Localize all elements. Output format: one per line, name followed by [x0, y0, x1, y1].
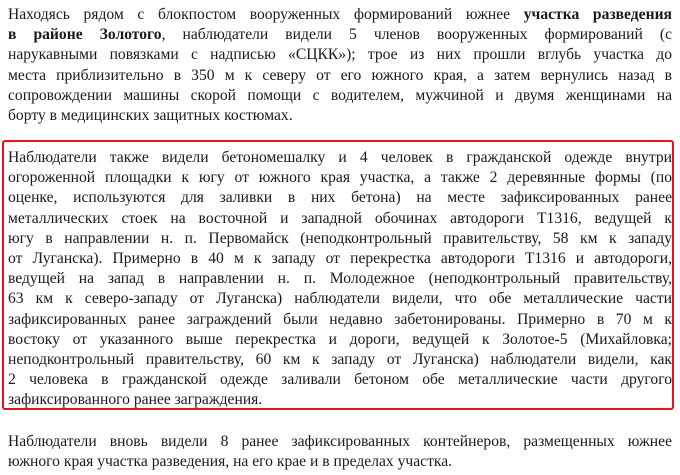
paragraph-1 [8, 5, 672, 126]
paragraph-2-highlighted [8, 148, 672, 411]
paragraph-2-line: востоку от указанного выше перекрестка и дороги, ведущей к Золотое-5 (Михайловка; [8, 330, 672, 348]
paragraph-3-line: южного края участка разведения, на его крае и в пределах участка. [8, 453, 453, 471]
paragraph-2-line: зафиксированных ранее заграждений были недавно забетонированы. Примерно в 70 м к [8, 310, 672, 328]
paragraph-1-line: места приблизительно в 350 м к северу от его южного края, а затем вернулись назад в [8, 66, 672, 84]
text-run: , наблюдатели видели 5 членов вооруженных формирований (с [161, 26, 672, 44]
paragraph-3 [8, 432, 672, 472]
paragraph-1-line: борту в медицинских защитных костюмах. [8, 107, 293, 125]
paragraph-2-line: 63 км к северо-западу от Луганска) наблюдатели видели, что обе металлические части [8, 290, 672, 308]
paragraph-3-line: Наблюдатели вновь видели 8 ранее зафиксированных контейнеров, размещенных южнее [8, 433, 672, 450]
paragraph-2-line: зафиксированного ранее заграждения. [8, 391, 263, 409]
paragraph-1-line [8, 25, 672, 45]
bold-text-run: участка разведения [523, 6, 672, 23]
paragraph-2-line: Наблюдатели также видели бетономешалку и 4 человек в гражданской одежде внутри [8, 149, 672, 166]
paragraph-2-line: югу в направлении н. п. Первомайск (неподконтрольный правительству, 58 км к западу [8, 229, 672, 247]
paragraph-2-line: неподконтрольный правительству, 60 км к западу от Луганска) наблюдатели видели, как [8, 351, 672, 369]
paragraph-2-line: металлических стоек на восточной и западной обочинах автодороги Т1316, ведущей к [8, 209, 672, 227]
paragraph-1-line [8, 5, 672, 25]
paragraph-2-line: оценке, используются для заливки в них бетона) на месте зафиксированных ранее [8, 189, 672, 207]
paragraph-1-line: нарукавными повязками с надписью «СЦКК»); трое из них прошли вглубь участка до [8, 46, 672, 64]
bold-text-run: в районе Золотого [8, 26, 162, 44]
paragraph-2-line: огороженной площадки к югу от южного края участка, а также 2 деревянные формы (по [8, 169, 672, 187]
paragraph-2-line: 2 человека в гражданской одежде заливали бетоном обе металлические части другого [8, 371, 672, 389]
paragraph-2-line: от Луганска). Примерно в 40 м к западу от перекрестка автодороги Т1316 и автодороги, [8, 250, 672, 268]
text-run: Находясь рядом с блокпостом вооруженных формирований южнее [8, 6, 524, 23]
paragraph-2-line: ведущей на запад в направлении н. п. Молодежное (неподконтрольный правительству, [8, 270, 672, 288]
paragraph-1-line: сопровождении машины скорой помощи с водителем, мужчиной и двумя женщинами на [8, 86, 672, 104]
